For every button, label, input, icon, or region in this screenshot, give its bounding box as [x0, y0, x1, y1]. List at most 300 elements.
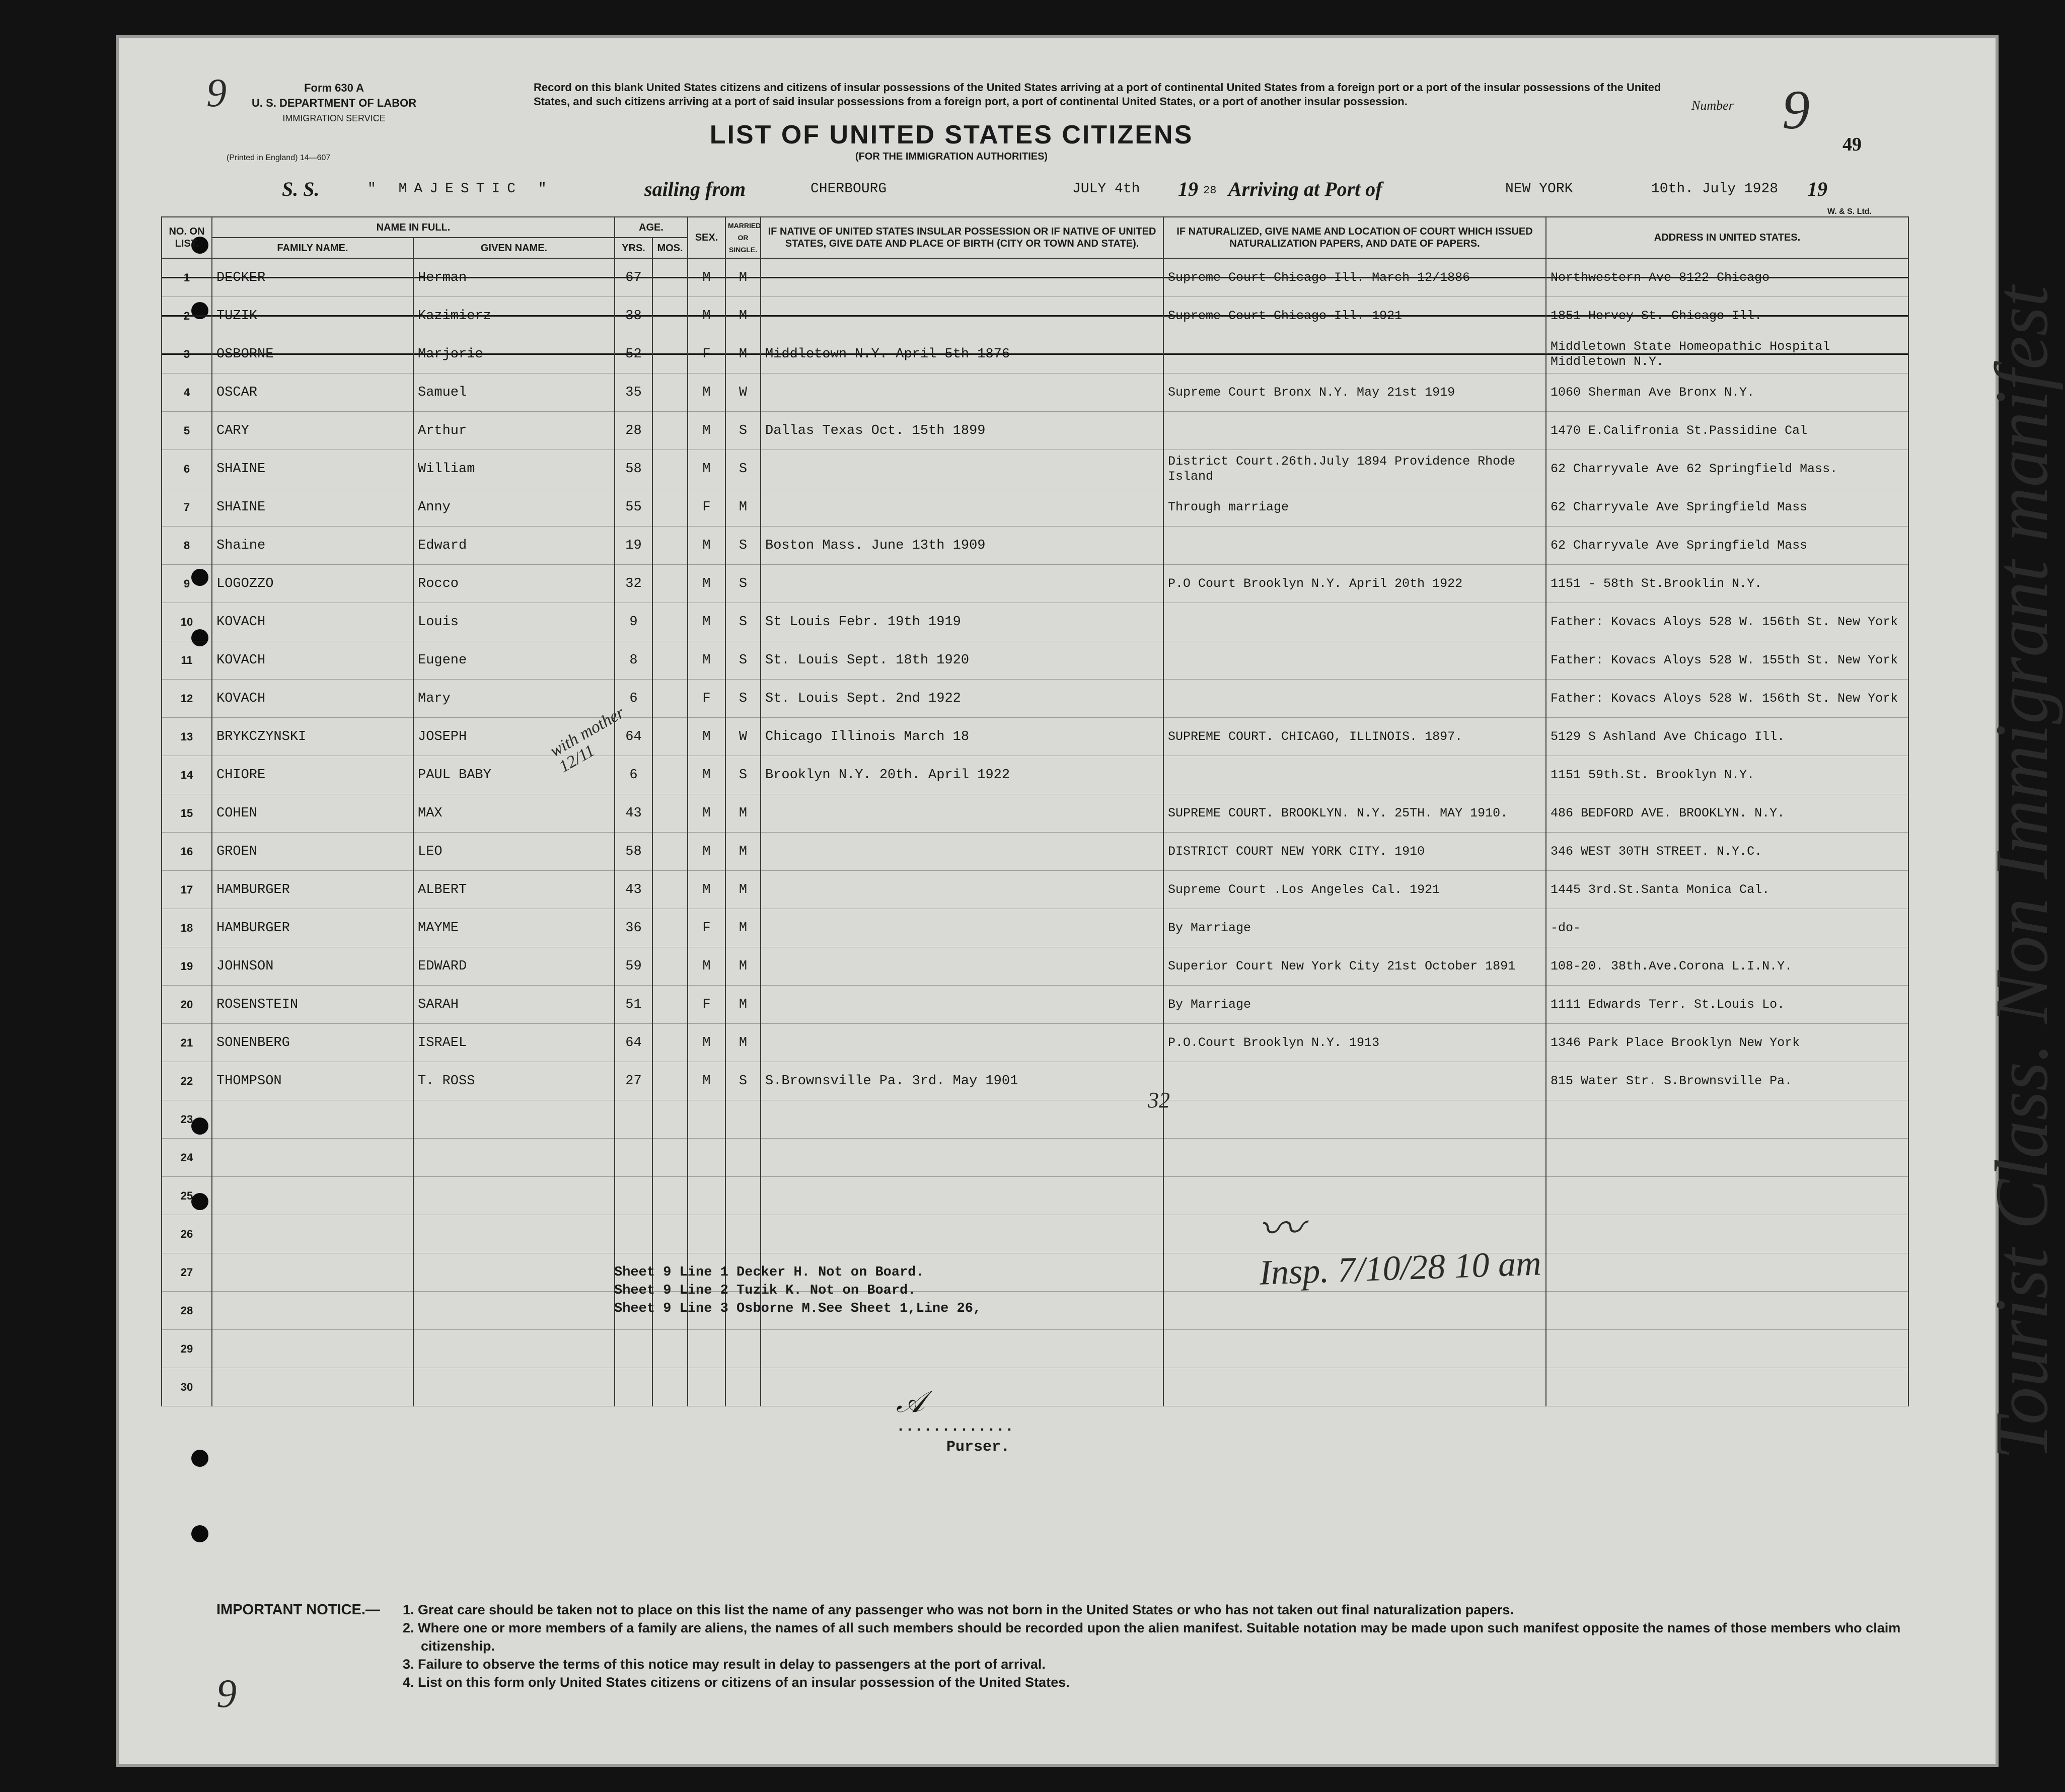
table-row — [162, 1368, 1908, 1406]
header-sex: SEX. — [688, 217, 725, 258]
corner-mark-bottom: 9 — [216, 1672, 237, 1716]
cell-address: 1470 E.Califronia St.Passidine Cal — [1546, 412, 1908, 450]
cell-given: Kazimierz — [413, 297, 615, 335]
cell-birth: Chicago Illinois March 18 — [761, 718, 1163, 756]
cell-no: 30 — [162, 1368, 212, 1406]
cell-mos — [652, 297, 688, 335]
cell-birth — [761, 565, 1163, 603]
cell-yrs: 8 — [615, 641, 652, 680]
header-given: GIVEN NAME. — [413, 238, 615, 258]
table-row — [162, 1062, 1908, 1100]
cell-no: 23 — [162, 1100, 212, 1139]
arrival-suffix: 19 — [1807, 178, 1827, 200]
cell-address — [1546, 1177, 1908, 1215]
cell-yrs — [615, 1177, 652, 1215]
cell-ms — [725, 1368, 761, 1406]
cell-no: 4 — [162, 374, 212, 412]
cell-no: 27 — [162, 1253, 212, 1292]
form-number: Form 630 A — [304, 82, 364, 94]
cell-mos — [652, 488, 688, 527]
cell-sex: M — [688, 412, 725, 450]
cell-ms — [725, 1100, 761, 1139]
cell-yrs: 43 — [615, 871, 652, 909]
header-family: FAMILY NAME. — [212, 238, 413, 258]
cell-sex: M — [688, 718, 725, 756]
sheet-number: 9 — [1782, 79, 1810, 140]
header-age: AGE. — [615, 217, 688, 238]
cell-yrs: 9 — [615, 603, 652, 641]
cell-address — [1546, 1292, 1908, 1330]
passenger-table — [161, 216, 1909, 1406]
cell-mos — [652, 871, 688, 909]
cell-birth — [761, 374, 1163, 412]
cell-yrs: 35 — [615, 374, 652, 412]
cell-court — [1163, 1292, 1546, 1330]
page-subtitle: (FOR THE IMMIGRATION AUTHORITIES) — [855, 151, 1048, 162]
cell-mos — [652, 1215, 688, 1253]
purser-signature-icon: 𝒜 — [896, 1385, 925, 1418]
header-name: NAME IN FULL. — [212, 217, 615, 238]
cell-given: Mary — [413, 680, 615, 718]
cell-birth: St. Louis Sept. 18th 1920 — [761, 641, 1163, 680]
table-row — [162, 947, 1908, 986]
cell-given: ALBERT — [413, 871, 615, 909]
cell-mos — [652, 565, 688, 603]
cell-address: 5129 S Ashland Ave Chicago Ill. — [1546, 718, 1908, 756]
cell-sex: F — [688, 335, 725, 374]
cell-no: 25 — [162, 1177, 212, 1215]
cell-court: SUPREME COURT. CHICAGO, ILLINOIS. 1897. — [1163, 718, 1546, 756]
cell-sex: M — [688, 756, 725, 794]
cell-sex: F — [688, 488, 725, 527]
note-line: Sheet 9 Line 1 Decker H. Not on Board. — [614, 1265, 924, 1280]
cell-ms: M — [725, 488, 761, 527]
cell-ms: S — [725, 450, 761, 488]
cell-no: 24 — [162, 1139, 212, 1177]
cell-court: Supreme Court Chicago Ill. March 12/1886 — [1163, 258, 1546, 297]
arriving-label: Arriving at Port of — [1228, 178, 1382, 200]
cell-mos — [652, 1100, 688, 1139]
inspector-signature-icon: 〰 — [1257, 1204, 1304, 1255]
cell-yrs: 64 — [615, 718, 652, 756]
cell-sex: M — [688, 603, 725, 641]
purser-signature-block — [896, 1387, 1014, 1457]
cell-family — [212, 1215, 413, 1253]
cell-sex — [688, 1177, 725, 1215]
cell-address: Northwestern Ave 8122 Chicago — [1546, 258, 1908, 297]
cell-court: P.O.Court Brooklyn N.Y. 1913 — [1163, 1024, 1546, 1062]
table-row — [162, 488, 1908, 527]
cell-sex: M — [688, 258, 725, 297]
cell-yrs — [615, 1330, 652, 1368]
cell-yrs: 19 — [615, 527, 652, 565]
ss-label: S. S. — [282, 178, 320, 200]
cell-given: SARAH — [413, 986, 615, 1024]
cell-address: 1851 Hervey St. Chicago Ill. — [1546, 297, 1908, 335]
voyage-line — [282, 177, 1893, 207]
cell-family: ROSENSTEIN — [212, 986, 413, 1024]
cell-given — [413, 1215, 615, 1253]
cell-no: 5 — [162, 412, 212, 450]
cell-birth — [761, 1024, 1163, 1062]
cell-ms: M — [725, 794, 761, 833]
cell-birth — [761, 1177, 1163, 1215]
cell-given: LEO — [413, 833, 615, 871]
cell-no: 12 — [162, 680, 212, 718]
cell-no: 7 — [162, 488, 212, 527]
cell-given: Anny — [413, 488, 615, 527]
cell-no: 29 — [162, 1330, 212, 1368]
cell-given: Herman — [413, 258, 615, 297]
cell-address: 1151 59th.St. Brooklyn N.Y. — [1546, 756, 1908, 794]
cell-given: Eugene — [413, 641, 615, 680]
cell-birth — [761, 833, 1163, 871]
cell-family: CHIORE — [212, 756, 413, 794]
notice-list — [403, 1601, 1903, 1691]
table-row — [162, 565, 1908, 603]
cell-ms: M — [725, 871, 761, 909]
cell-no: 20 — [162, 986, 212, 1024]
cell-given — [413, 1368, 615, 1406]
cell-no: 13 — [162, 718, 212, 756]
table-row — [162, 680, 1908, 718]
punch-hole — [191, 1525, 208, 1542]
cell-family: HAMBURGER — [212, 909, 413, 947]
cell-family — [212, 1292, 413, 1330]
cell-sex: M — [688, 374, 725, 412]
cell-no: 19 — [162, 947, 212, 986]
cell-court — [1163, 1139, 1546, 1177]
table-row — [162, 833, 1908, 871]
cell-ms: M — [725, 909, 761, 947]
cell-yrs: 55 — [615, 488, 652, 527]
cell-address: 62 Charryvale Ave 62 Springfield Mass. — [1546, 450, 1908, 488]
cell-yrs: 32 — [615, 565, 652, 603]
inspector-signature — [1257, 1198, 1542, 1293]
cell-address — [1546, 1139, 1908, 1177]
table-row — [162, 756, 1908, 794]
cell-no: 1 — [162, 258, 212, 297]
table-row — [162, 1100, 1908, 1139]
cell-court — [1163, 641, 1546, 680]
cell-mos — [652, 527, 688, 565]
cell-yrs: 6 — [615, 680, 652, 718]
cell-birth: St. Louis Sept. 2nd 1922 — [761, 680, 1163, 718]
table-row — [162, 909, 1908, 947]
cell-yrs: 51 — [615, 986, 652, 1024]
cell-address: 815 Water Str. S.Brownsville Pa. — [1546, 1062, 1908, 1100]
cell-court — [1163, 1330, 1546, 1368]
cell-yrs: 67 — [615, 258, 652, 297]
cell-mos — [652, 986, 688, 1024]
corner-mark: 9 — [206, 71, 227, 115]
cell-birth — [761, 871, 1163, 909]
cell-sex: M — [688, 527, 725, 565]
cell-birth: Brooklyn N.Y. 20th. April 1922 — [761, 756, 1163, 794]
cell-mos — [652, 641, 688, 680]
cell-ms: S — [725, 756, 761, 794]
table-row — [162, 1024, 1908, 1062]
cell-ms: S — [725, 680, 761, 718]
cell-ms: S — [725, 641, 761, 680]
cell-yrs: 27 — [615, 1062, 652, 1100]
cell-no: 8 — [162, 527, 212, 565]
cell-given: ISRAEL — [413, 1024, 615, 1062]
cell-birth — [761, 297, 1163, 335]
cell-sex: M — [688, 794, 725, 833]
cell-family: COHEN — [212, 794, 413, 833]
cell-no: 3 — [162, 335, 212, 374]
cell-family: SHAINE — [212, 488, 413, 527]
cell-sex: M — [688, 833, 725, 871]
cell-given: MAX — [413, 794, 615, 833]
page-title: LIST OF UNITED STATES CITIZENS — [709, 120, 1194, 150]
cell-yrs: 64 — [615, 1024, 652, 1062]
cell-ms: W — [725, 374, 761, 412]
notice-item: 4. List on this form only United States citizens or citizens of an insular possession of the United States. — [403, 1675, 1070, 1690]
cell-given — [413, 1292, 615, 1330]
table-row — [162, 871, 1908, 909]
table-row — [162, 450, 1908, 488]
cell-sex: M — [688, 297, 725, 335]
cell-sex — [688, 1330, 725, 1368]
cell-address: Father: Kovacs Aloys 528 W. 156th St. New York — [1546, 603, 1908, 641]
cell-court: By Marriage — [1163, 986, 1546, 1024]
cell-given: PAUL BABY — [413, 756, 615, 794]
cell-ms: S — [725, 527, 761, 565]
cell-family — [212, 1139, 413, 1177]
cell-address — [1546, 1330, 1908, 1368]
cell-mos — [652, 1024, 688, 1062]
cell-court: Superior Court New York City 21st October 1891 — [1163, 947, 1546, 986]
table-row — [162, 1292, 1908, 1330]
ship-name: " MAJESTIC " — [367, 181, 554, 197]
cell-birth — [761, 1215, 1163, 1253]
cell-family: HAMBURGER — [212, 871, 413, 909]
margin-note: Tourist Class. Non Immigrant manifest — [1980, 285, 2063, 1460]
cell-court — [1163, 1368, 1546, 1406]
cell-given: T. ROSS — [413, 1062, 615, 1100]
header-yrs: YRS. — [615, 238, 652, 258]
cell-address: 1445 3rd.St.Santa Monica Cal. — [1546, 871, 1908, 909]
note-line: Sheet 9 Line 3 Osborne M.See Sheet 1,Line 26, — [614, 1301, 982, 1316]
cell-yrs: 58 — [615, 450, 652, 488]
cell-mos — [652, 756, 688, 794]
notice-item: 3. Failure to observe the terms of this notice may result in delay to passengers at the port of arrival. — [403, 1657, 1046, 1672]
cell-sex — [688, 1139, 725, 1177]
printer-mark: W. & S. Ltd. — [1827, 207, 1872, 216]
cell-mos — [652, 947, 688, 986]
purser-dots: ............. — [896, 1418, 1014, 1436]
cell-yrs: 6 — [615, 756, 652, 794]
year-suffix: 28 — [1203, 184, 1217, 197]
cell-family: CARY — [212, 412, 413, 450]
cell-no: 18 — [162, 909, 212, 947]
arrival-date: 10th. July 1928 — [1651, 181, 1779, 197]
cell-sex: M — [688, 1024, 725, 1062]
cell-ms: S — [725, 1062, 761, 1100]
cell-birth — [761, 1139, 1163, 1177]
cell-family: THOMPSON — [212, 1062, 413, 1100]
cell-mos — [652, 1139, 688, 1177]
cell-ms: S — [725, 565, 761, 603]
cell-given — [413, 1100, 615, 1139]
cell-sex — [688, 1215, 725, 1253]
cell-birth — [761, 1100, 1163, 1139]
cell-birth — [761, 1330, 1163, 1368]
cell-address: Middletown State Homeopathic Hospital Middletown N.Y. — [1546, 335, 1908, 374]
cell-ms — [725, 1139, 761, 1177]
cell-no: 14 — [162, 756, 212, 794]
notice-label: IMPORTANT NOTICE.— — [216, 1602, 380, 1618]
cell-court: Supreme Court Chicago Ill. 1921 — [1163, 297, 1546, 335]
cell-address: 62 Charryvale Ave Springfield Mass — [1546, 488, 1908, 527]
cell-birth: Dallas Texas Oct. 15th 1899 — [761, 412, 1163, 450]
cell-sex: M — [688, 641, 725, 680]
cell-yrs — [615, 1215, 652, 1253]
cell-mos — [652, 1368, 688, 1406]
cell-ms: W — [725, 718, 761, 756]
cell-address: 1151 - 58th St.Brooklin N.Y. — [1546, 565, 1908, 603]
printed-note: (Printed in England) 14—607 — [227, 154, 331, 162]
header-naturalized: IF NATURALIZED, GIVE NAME AND LOCATION OF COURT WHICH ISSUED NATURALIZATION PAPERS, AND DATE OF PAPERS. — [1163, 217, 1546, 258]
table-row — [162, 335, 1908, 374]
cell-no: 10 — [162, 603, 212, 641]
cell-mos — [652, 833, 688, 871]
cell-no: 16 — [162, 833, 212, 871]
cell-ms: S — [725, 412, 761, 450]
table-row — [162, 258, 1908, 297]
cell-yrs: 59 — [615, 947, 652, 986]
cell-no: 9 — [162, 565, 212, 603]
cell-birth — [761, 258, 1163, 297]
table-row — [162, 794, 1908, 833]
cell-no: 15 — [162, 794, 212, 833]
cell-birth — [761, 488, 1163, 527]
page-number: 49 — [1842, 134, 1862, 155]
cell-court — [1163, 603, 1546, 641]
cell-court: Supreme Court .Los Angeles Cal. 1921 — [1163, 871, 1546, 909]
cell-address: 1111 Edwards Terr. St.Louis Lo. — [1546, 986, 1908, 1024]
cell-sex: F — [688, 986, 725, 1024]
cell-address: Father: Kovacs Aloys 528 W. 155th St. New York — [1546, 641, 1908, 680]
cell-no: 22 — [162, 1062, 212, 1100]
inspector-note: Insp. 7/10/28 10 am — [1259, 1244, 1542, 1293]
cell-family: OSCAR — [212, 374, 413, 412]
cell-yrs — [615, 1368, 652, 1406]
cell-given — [413, 1139, 615, 1177]
cell-address: 1060 Sherman Ave Bronx N.Y. — [1546, 374, 1908, 412]
cell-birth — [761, 450, 1163, 488]
purser-notes — [614, 1263, 981, 1318]
cell-court — [1163, 680, 1546, 718]
cell-address: 486 BEDFORD AVE. BROOKLYN. N.Y. — [1546, 794, 1908, 833]
service: IMMIGRATION SERVICE — [282, 113, 386, 123]
cell-family: SHAINE — [212, 450, 413, 488]
note-line: Sheet 9 Line 2 Tuzik K. Not on Board. — [614, 1283, 916, 1298]
cell-yrs: 28 — [615, 412, 652, 450]
table-row — [162, 1253, 1908, 1292]
cell-birth — [761, 794, 1163, 833]
cell-sex: M — [688, 947, 725, 986]
table-row — [162, 1139, 1908, 1177]
cell-family — [212, 1253, 413, 1292]
cell-court — [1163, 412, 1546, 450]
cell-sex: M — [688, 871, 725, 909]
cell-mos — [652, 680, 688, 718]
cell-family — [212, 1100, 413, 1139]
number-label: Number — [1691, 98, 1734, 113]
cell-family: KOVACH — [212, 680, 413, 718]
side-note: with mother 12/11 — [547, 703, 628, 777]
purser-label: Purser. — [946, 1439, 1010, 1456]
cell-mos — [652, 412, 688, 450]
department: U. S. DEPARTMENT OF LABOR — [252, 97, 417, 109]
cell-ms: M — [725, 258, 761, 297]
cell-court — [1163, 756, 1546, 794]
year-prefix: 19 — [1178, 178, 1198, 200]
table-row — [162, 1330, 1908, 1368]
cell-yrs — [615, 1100, 652, 1139]
cell-given: Edward — [413, 527, 615, 565]
cell-family: BRYKCZYNSKI — [212, 718, 413, 756]
cell-mos — [652, 1062, 688, 1100]
cell-given: EDWARD — [413, 947, 615, 986]
cell-mos — [652, 909, 688, 947]
cell-birth — [761, 947, 1163, 986]
cell-given — [413, 1177, 615, 1215]
cell-sex: F — [688, 680, 725, 718]
form-header-left — [252, 81, 416, 126]
table-row — [162, 641, 1908, 680]
cell-court — [1163, 527, 1546, 565]
cell-family — [212, 1330, 413, 1368]
cell-no: 26 — [162, 1215, 212, 1253]
cell-family: LOGOZZO — [212, 565, 413, 603]
cell-birth: Middletown N.Y. April 5th 1876 — [761, 335, 1163, 374]
cell-given: Arthur — [413, 412, 615, 450]
header-no: NO. ON LIST. — [162, 217, 212, 258]
cell-no: 2 — [162, 297, 212, 335]
cell-sex — [688, 1368, 725, 1406]
cell-given: Marjorie — [413, 335, 615, 374]
cell-mos — [652, 450, 688, 488]
cell-mos — [652, 258, 688, 297]
sailing-label: sailing from — [644, 178, 746, 200]
cell-court: P.O Court Brooklyn N.Y. April 20th 1922 — [1163, 565, 1546, 603]
table-row — [162, 986, 1908, 1024]
cell-address — [1546, 1368, 1908, 1406]
cell-family: GROEN — [212, 833, 413, 871]
cell-mos — [652, 1177, 688, 1215]
cell-court: Supreme Court Bronx N.Y. May 21st 1919 — [1163, 374, 1546, 412]
cell-family — [212, 1177, 413, 1215]
cell-address — [1546, 1215, 1908, 1253]
cell-sex — [688, 1100, 725, 1139]
cell-given: MAYME — [413, 909, 615, 947]
cell-birth — [761, 909, 1163, 947]
cell-birth: St Louis Febr. 19th 1919 — [761, 603, 1163, 641]
sailing-date: JULY 4th — [1072, 181, 1140, 197]
cell-sex: F — [688, 909, 725, 947]
cell-family: KOVACH — [212, 641, 413, 680]
cell-mos — [652, 794, 688, 833]
cell-ms — [725, 1177, 761, 1215]
notice-item: 2. Where one or more members of a family are aliens, the names of all such members should be recorded upon the alien manifest. Suitable notation may be made upon such manifest opposite the names of those members who claim citizenship. — [403, 1620, 1901, 1654]
cell-mos — [652, 718, 688, 756]
cell-yrs: 36 — [615, 909, 652, 947]
cell-no: 11 — [162, 641, 212, 680]
